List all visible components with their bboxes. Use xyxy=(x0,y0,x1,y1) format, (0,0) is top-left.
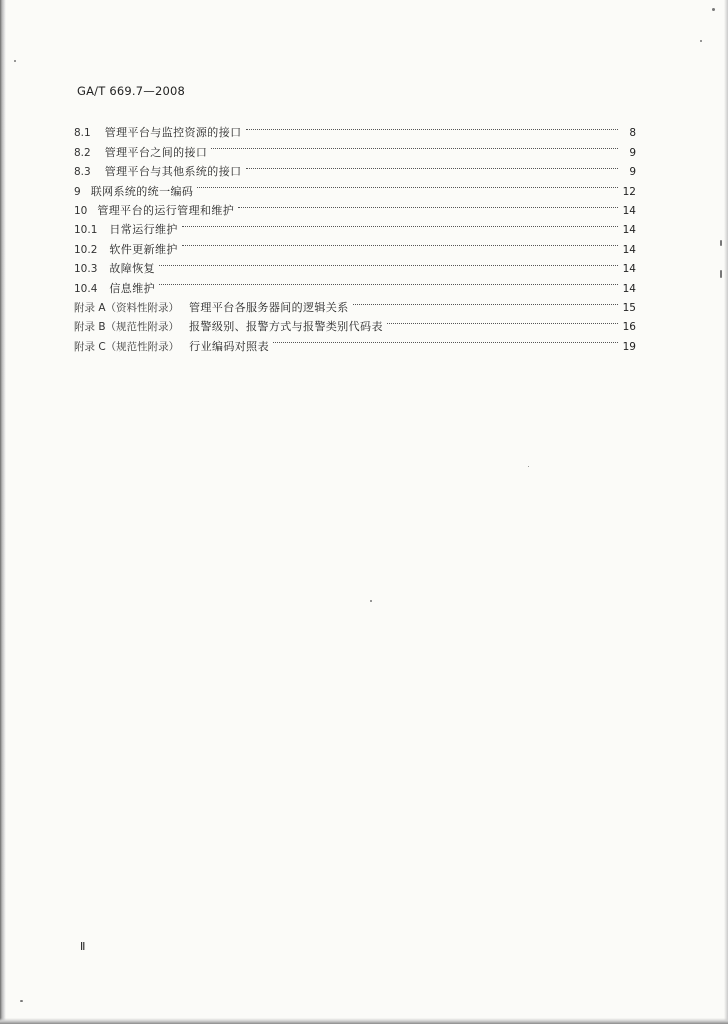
toc-entry-page: 12 xyxy=(622,185,636,198)
toc-dot-leader xyxy=(246,117,618,136)
toc-entry-title: 软件更新维护 xyxy=(109,242,178,256)
scan-speck xyxy=(720,240,722,246)
toc-entry-number: 10 xyxy=(74,204,88,217)
toc-entry-number: 10.2 xyxy=(74,243,98,256)
toc-entry-number: 附录 A（资料性附录） xyxy=(74,301,180,314)
toc-entry-number: 10.3 xyxy=(74,263,98,276)
toc-entry-number: 8.3 xyxy=(74,166,91,179)
toc-entry-title: 管理平台与其他系统的接口 xyxy=(104,165,242,179)
scan-edge-right xyxy=(724,0,728,1024)
toc-entry-number: 8.1 xyxy=(74,127,91,140)
toc-dot-leader xyxy=(353,292,618,311)
toc-entry-title: 故障恢复 xyxy=(109,262,155,276)
toc-entry xyxy=(74,292,636,314)
scan-speck xyxy=(720,270,722,278)
toc-entry-number: 附录 C（规范性附录） xyxy=(74,340,180,353)
toc-entry-page: 9 xyxy=(629,146,636,159)
toc-dot-leader xyxy=(211,136,618,155)
toc-entry-title: 信息维护 xyxy=(109,281,155,295)
standard-code-header: GA/T 669.7—2008 xyxy=(77,84,186,98)
scan-speck xyxy=(20,1000,23,1002)
toc-entry-page: 15 xyxy=(622,301,636,314)
scan-edge-bottom xyxy=(0,1018,728,1024)
toc-entry-number: 10.4 xyxy=(74,282,98,295)
toc-dot-leader xyxy=(182,214,618,233)
toc-entry xyxy=(74,253,636,276)
toc-entry-title: 报警级别、报警方式与报警类别代码表 xyxy=(189,320,383,334)
toc-dot-leader xyxy=(182,233,618,252)
toc-entry-title: 管理平台的运行管理和维护 xyxy=(97,203,235,217)
toc-entry-page: 14 xyxy=(622,263,636,276)
scan-speck xyxy=(712,8,715,11)
toc-entry-page: 14 xyxy=(622,204,636,217)
toc-entry xyxy=(74,117,636,140)
toc-dot-leader xyxy=(246,156,618,175)
page-number: Ⅱ xyxy=(80,940,86,953)
toc-entry-page: 14 xyxy=(622,243,636,256)
toc-entry-page: 14 xyxy=(622,224,636,237)
scan-speck xyxy=(528,466,529,467)
toc-entry-title: 管理平台与监控资源的接口 xyxy=(104,126,242,140)
toc-entry xyxy=(74,272,636,295)
toc-entry-page: 8 xyxy=(629,127,636,140)
toc-dot-leader xyxy=(159,253,618,272)
toc-dot-leader xyxy=(273,330,618,349)
table-of-contents xyxy=(74,117,636,353)
toc-entry-page: 19 xyxy=(622,340,636,353)
toc-entry-number: 8.2 xyxy=(74,146,91,159)
toc-entry-title: 日常运行维护 xyxy=(109,223,178,237)
toc-entry-number: 9 xyxy=(74,185,81,198)
toc-dot-leader xyxy=(238,195,618,214)
toc-entry-title: 管理平台各服务器间的逻辑关系 xyxy=(189,300,349,314)
toc-entry-page: 14 xyxy=(622,282,636,295)
scan-speck xyxy=(700,40,702,42)
scan-edge-left xyxy=(0,0,6,1024)
toc-entry-title: 管理平台之间的接口 xyxy=(104,145,208,159)
toc-entry-number: 10.1 xyxy=(74,224,98,237)
toc-entry-title: 联网系统的统一编码 xyxy=(90,184,194,198)
toc-entry-number: 附录 B（规范性附录） xyxy=(74,321,180,334)
toc-entry-page: 9 xyxy=(629,166,636,179)
toc-entry-title: 行业编码对照表 xyxy=(189,339,269,353)
toc-dot-leader xyxy=(159,272,618,291)
scan-speck xyxy=(14,60,16,62)
scan-speck xyxy=(370,600,372,602)
toc-dot-leader xyxy=(197,175,618,194)
toc-dot-leader xyxy=(387,311,618,330)
toc-entry-page: 16 xyxy=(622,321,636,334)
